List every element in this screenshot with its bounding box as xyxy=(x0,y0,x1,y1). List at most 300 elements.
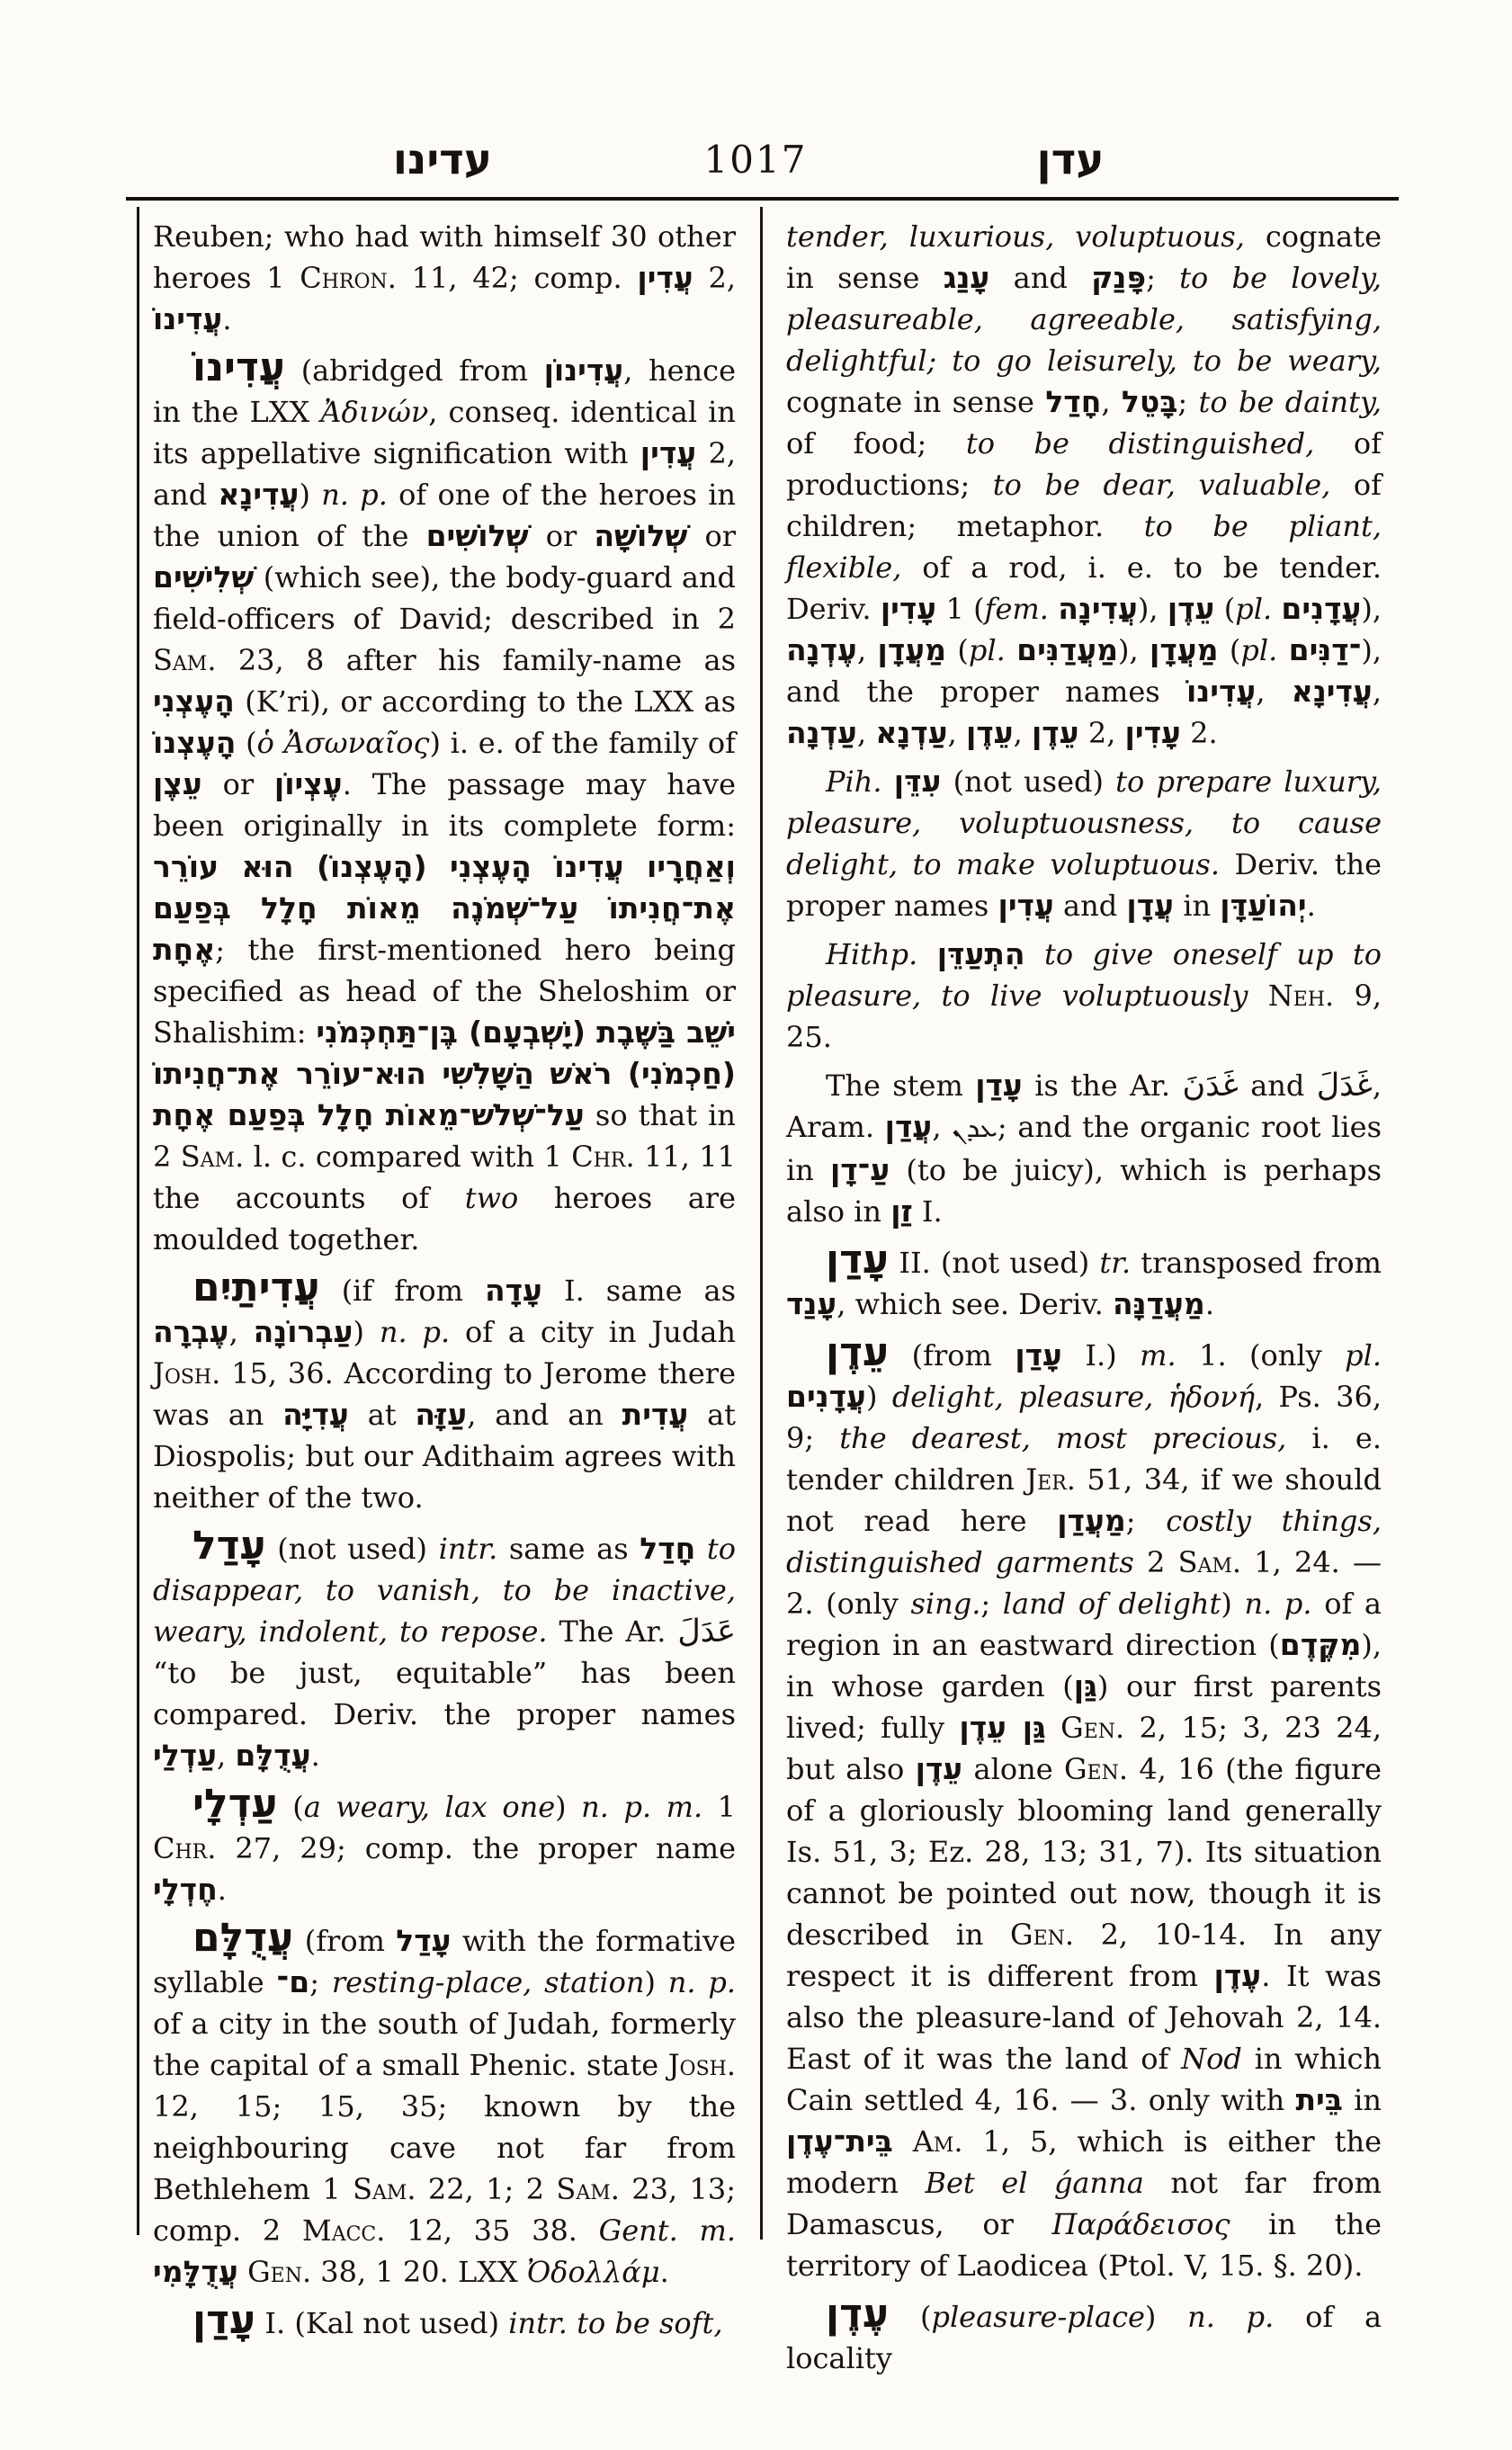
text-run: ), xyxy=(1361,592,1382,626)
text-run: of a region in an eastward direction ( xyxy=(786,1587,1382,1662)
header-rule xyxy=(126,197,1399,201)
italic-text: pl. xyxy=(1345,1338,1382,1373)
book-abbreviation: Josh. xyxy=(667,2048,736,2082)
hebrew-word: עֲדִינָא xyxy=(1291,674,1373,709)
hebrew-word: עָדַל xyxy=(396,1923,452,1958)
hebrew-word: חָדַל xyxy=(640,1531,696,1566)
hebrew-word: עֶצְיוֹן xyxy=(273,766,343,801)
hebrew-word: עֲדִין xyxy=(998,888,1054,923)
book-abbreviation: Chron. xyxy=(300,261,397,295)
hebrew-word: מַעֲדָן xyxy=(877,632,947,667)
text-run xyxy=(1025,937,1044,971)
hebrew-word: עֵדֶן xyxy=(1031,715,1079,750)
text-run: 15, 36. According to Jerome there was an xyxy=(153,1356,736,1432)
text-run: of a city in Judah xyxy=(450,1315,737,1349)
italic-text: costly things, distinguished garments xyxy=(786,1504,1382,1579)
text-run: 1, 5, which is either the modern xyxy=(786,2124,1382,2200)
hebrew-headword: עָדַן xyxy=(826,1237,890,1283)
text-run: , xyxy=(856,716,876,750)
text-run: ) xyxy=(299,478,322,512)
text-run: I. (Kal not used) xyxy=(255,2306,509,2340)
dictionary-entry xyxy=(786,216,1382,754)
text-run: in xyxy=(1342,2083,1382,2117)
text-run: ) xyxy=(555,1790,582,1824)
text-run: (not used) xyxy=(265,1532,439,1566)
text-run: ) i. e. of the family of xyxy=(429,726,737,760)
dictionary-entry xyxy=(153,2297,736,2344)
text-run: same as xyxy=(497,1532,640,1566)
dictionary-entry xyxy=(153,1781,737,1910)
hebrew-word: הָעֶצְנוֹ xyxy=(153,725,237,760)
italic-text: Gent. m. xyxy=(598,2213,737,2248)
text-run: , xyxy=(947,716,966,750)
dictionary-entry xyxy=(786,761,1382,926)
dictionary-entry xyxy=(153,216,736,340)
hebrew-word: עֶדְנָה xyxy=(786,632,857,667)
text-run: 1. (only xyxy=(1176,1338,1346,1373)
hebrew-word: עֲדִיָּה xyxy=(282,1397,349,1432)
text-run: 1 xyxy=(702,1790,737,1824)
text-run: The Ar. xyxy=(547,1614,678,1649)
text-run: with the formative syllable xyxy=(153,1924,737,1999)
text-run: 23, 8 after his family-name as xyxy=(216,643,736,677)
book-abbreviation: Neh. xyxy=(1267,979,1335,1013)
text-run: 51, 34, if we should not read here xyxy=(786,1462,1382,1538)
text-run: in the territory of Laodicea (Ptol. V, 15. §. 20). xyxy=(786,2207,1382,2283)
italic-text: Nod xyxy=(1181,2042,1242,2076)
text-run: 38, 1 20. LXX xyxy=(311,2255,527,2289)
italic-text: to prepare luxury, pleasure, voluptuousness, to cause delight, to make voluptuous. xyxy=(786,765,1382,881)
italic-text: n. p. m. xyxy=(581,1790,703,1824)
text-run: 11, 42; comp. xyxy=(396,261,638,295)
text-run: (from xyxy=(293,1924,397,1958)
text-run: or xyxy=(201,767,274,801)
text-run: ; xyxy=(980,1587,1003,1621)
text-run: . xyxy=(310,1739,320,1773)
hebrew-word: יְהוֹעַדָּן xyxy=(1220,888,1307,923)
arabic-word: غَدَلَ xyxy=(1316,1068,1373,1104)
text-run: ( xyxy=(889,2300,932,2334)
text-run xyxy=(1153,1380,1168,1414)
text-run: 2, 15; 3, 23 24, but also xyxy=(786,1711,1382,1786)
text-run: , xyxy=(932,1110,953,1144)
hebrew-word: חֶדְלָי xyxy=(153,1872,218,1907)
text-run: 1 ( xyxy=(936,592,985,626)
italic-text: n. p. xyxy=(667,1965,737,1999)
text-run: transposed from xyxy=(1131,1246,1382,1280)
text-run: , xyxy=(1013,716,1032,750)
text-run: in xyxy=(1174,889,1221,923)
hebrew-headword: עַדְלָי xyxy=(192,1781,278,1827)
text-run: 1, 24. — 2. (only xyxy=(786,1545,1382,1621)
dictionary-entry xyxy=(786,1239,1382,1325)
italic-text: two xyxy=(464,1181,519,1215)
text-run: ; and the organic root lies in xyxy=(786,1110,1382,1187)
text-run: (which see), the body-guard and field-officers of David; described in 2 xyxy=(153,560,736,636)
hebrew-headword: עֵדֶן xyxy=(826,1329,890,1375)
text-run: is the Ar. xyxy=(1022,1069,1183,1103)
hebrew-word: עֲדַן xyxy=(884,1109,933,1144)
greek-word: Παράδεισος xyxy=(1051,2207,1230,2241)
hebrew-word: עֲדִינָה xyxy=(1058,591,1138,626)
book-abbreviation: Sam. xyxy=(1177,1545,1242,1579)
italic-text: to be distinguished, xyxy=(965,426,1315,460)
hebrew-word: עָדִין xyxy=(1124,715,1181,750)
dictionary-entry xyxy=(153,1915,737,2293)
text-run: (K’ri), or according to the LXX as xyxy=(234,684,736,719)
hebrew-word: עֵצֶן xyxy=(153,766,202,801)
text-run: . It was also the pleasure-land of Jehovah 2, 14. East of it was the land of xyxy=(786,1959,1382,2076)
text-run: , and an xyxy=(467,1398,622,1432)
italic-text: to give oneself up to pleasure, to live voluptuously xyxy=(786,937,1382,1013)
hebrew-headword: עָדַל xyxy=(192,1523,266,1569)
text-run: and xyxy=(989,261,1092,295)
right-column xyxy=(786,216,1382,2386)
text-run xyxy=(1006,633,1016,667)
text-run: . xyxy=(1306,889,1316,923)
italic-text: Pih. xyxy=(826,765,882,799)
greek-word: ἡδονή xyxy=(1168,1380,1256,1414)
text-run: . The passage may have been originally in its complete form: xyxy=(153,767,736,843)
italic-text: pl. xyxy=(1235,592,1273,626)
book-abbreviation: Chr. xyxy=(571,1140,635,1174)
hebrew-word: עִדֵּן xyxy=(893,764,942,799)
hebrew-word: עֶבְרָה xyxy=(153,1314,229,1349)
italic-text: to be lovely, pleasureable, agreeable, satisfying, delightful; to go leisurely, to be weary, xyxy=(786,261,1382,378)
italic-text: a weary, lax one xyxy=(303,1790,556,1824)
text-run: or xyxy=(687,519,737,553)
hebrew-headword: עֲדִינוֹ xyxy=(192,344,286,390)
hebrew-word: וְאַחֲרָיו עֲדִינוֹ הָעֶצְנִי (הָעֶצְנוֹ) הוּא עוֹרֵר אֶת־חֲנִיתוֹ עַל־שְׁמֹנֶה מֵאוֹת חָלָל בְּפַעַם אֶחָת xyxy=(153,849,736,967)
text-run: so that in 2 xyxy=(153,1098,736,1174)
italic-text: the dearest, most precious, xyxy=(839,1421,1287,1455)
text-run: 22, 1; 2 xyxy=(416,2172,557,2206)
text-run: , which see. Deriv. xyxy=(837,1287,1113,1321)
hebrew-word: עָדִין xyxy=(880,591,937,626)
text-run: . xyxy=(1204,1287,1214,1321)
text-run: , hence in the LXX xyxy=(153,353,737,429)
text-run: , conseq. identical in its appellative signification with xyxy=(153,395,736,470)
text-run: of food; xyxy=(786,426,966,460)
hebrew-word: עַדְלַי xyxy=(153,1738,218,1773)
text-run: at xyxy=(348,1398,416,1432)
text-run: of one of the heroes in the union of the xyxy=(153,478,737,553)
text-run: 27, 29; comp. the proper name xyxy=(216,1831,736,1865)
text-run: 2, and xyxy=(153,436,737,512)
text-run: ) xyxy=(1144,2300,1188,2334)
page-number: 1017 xyxy=(703,138,808,182)
text-run: . xyxy=(217,1873,227,1907)
text-run: ( xyxy=(1214,592,1236,626)
greek-word: Ὀδολλάμ xyxy=(526,2255,660,2289)
book-abbreviation: Am. xyxy=(912,2124,963,2159)
text-run: “to be just, equitable” has been compared. Deriv. the proper names xyxy=(153,1656,736,1731)
text-run: 4, 16 (the figure of a gloriously blooming land generally Is. 51, 3; Ez. 28, 13; 31, 7). Its situation cannot be pointed out now, though it is described in xyxy=(786,1752,1382,1952)
hebrew-word: עַבְרוֹנָה xyxy=(253,1314,353,1349)
hebrew-word: מַעֲדַנִּים xyxy=(1016,632,1118,667)
text-run: , xyxy=(1256,675,1292,709)
left-column xyxy=(153,216,736,2351)
text-run: I.) xyxy=(1061,1338,1141,1373)
italic-text: tr. xyxy=(1099,1246,1132,1280)
hebrew-word: עֶדֶן xyxy=(1213,1958,1262,1993)
hebrew-headword: עֶדֶן xyxy=(826,2291,890,2337)
hebrew-word: חָדַל xyxy=(1045,384,1102,419)
text-run: l. c. compared with 1 xyxy=(244,1140,572,1174)
text-run: i. e. tender children xyxy=(786,1421,1382,1497)
book-abbreviation: Josh. xyxy=(153,1356,221,1390)
italic-text: sing. xyxy=(910,1587,981,1621)
italic-text: resting-place, station xyxy=(331,1965,645,1999)
book-abbreviation: Sam. xyxy=(556,2172,620,2206)
hebrew-word: בֵּית xyxy=(1295,2082,1343,2117)
hebrew-word: שְׁלוֹשָׁה xyxy=(594,518,688,553)
greek-word: Ἀδινών xyxy=(320,395,429,429)
text-run: ; xyxy=(1177,385,1199,419)
text-run: or xyxy=(528,519,595,553)
text-run: . xyxy=(222,302,232,336)
italic-text: pl. xyxy=(968,633,1006,667)
hebrew-word: עֵדֶן xyxy=(915,1751,963,1786)
text-run: of a rod, i. e. to be tender. Deriv. xyxy=(786,550,1382,626)
hebrew-word: עֲדָנִים xyxy=(1281,591,1362,626)
hebrew-word: עֲדֻלָּמִי xyxy=(153,2254,238,2289)
hebrew-word: שְׁלוֹשִׁים xyxy=(425,518,529,553)
arabic-word: غَدَنَ xyxy=(1182,1068,1239,1104)
text-run: ( xyxy=(236,726,257,760)
hebrew-word: עָנַג xyxy=(943,260,990,295)
text-run: I. same as xyxy=(541,1274,737,1308)
text-run: , xyxy=(856,633,878,667)
text-run: 11, 11 the accounts of xyxy=(153,1140,737,1215)
text-run: of a locality xyxy=(786,2300,1382,2375)
hebrew-word: עַדְנָה xyxy=(786,715,857,750)
book-abbreviation: Gen. xyxy=(1063,1752,1129,1786)
text-run: 2, xyxy=(693,261,737,295)
italic-text: intr. xyxy=(438,1532,498,1566)
text-run: , xyxy=(1372,675,1382,709)
text-run: Reuben; who had with himself 30 other heroes 1 xyxy=(153,219,736,295)
book-abbreviation: Macc. xyxy=(301,2213,386,2248)
italic-text: pl. xyxy=(1240,633,1278,667)
text-run: ), in whose garden ( xyxy=(786,1628,1382,1703)
text-run: not far from Damascus, or xyxy=(786,2166,1382,2241)
hebrew-word: עֲדָנִים xyxy=(786,1379,866,1414)
book-abbreviation: Gen. xyxy=(1060,1711,1125,1745)
hebrew-word: מַעֲדַן xyxy=(1057,1503,1126,1538)
hebrew-word: הָעֶצְנִי xyxy=(153,684,235,719)
hebrew-word: שְׁלִישִׁים xyxy=(153,559,255,595)
text-run: 2 xyxy=(1133,1545,1178,1579)
hebrew-word: עֲדֻלָּם xyxy=(235,1738,311,1773)
italic-text: n. p. xyxy=(321,478,388,512)
hebrew-word: פָּנַק xyxy=(1091,260,1147,295)
book-abbreviation: Jer. xyxy=(1025,1462,1076,1497)
hebrew-word: מִקֶּדֶם xyxy=(1279,1627,1362,1662)
arabic-word: عَدَلَ xyxy=(677,1614,737,1650)
text-run: heroes are moulded together. xyxy=(153,1181,736,1256)
text-run: ( xyxy=(277,1790,304,1824)
text-run xyxy=(238,2255,247,2289)
text-run xyxy=(695,1532,707,1566)
hebrew-word: עָנַד xyxy=(786,1286,837,1321)
text-run: ) xyxy=(865,1380,892,1414)
dictionary-entry xyxy=(153,1525,736,1776)
book-abbreviation: Sam. xyxy=(180,1140,245,1174)
hebrew-word: עֲדִין xyxy=(640,435,697,470)
syriac-word: ܥܕܢ xyxy=(952,1113,998,1144)
text-run: 2. xyxy=(1180,716,1218,750)
hebrew-headword: עָדַן xyxy=(192,2297,256,2343)
text-run: ), and the proper names xyxy=(786,633,1382,709)
text-run xyxy=(1277,633,1288,667)
text-run: (abridged from xyxy=(285,353,544,388)
hebrew-word: עֲדִינוֹ xyxy=(1185,674,1257,709)
text-run: (from xyxy=(889,1338,1015,1373)
text-run: at Diospolis; but our Adithaim agrees with neither of the two. xyxy=(153,1398,736,1515)
text-run xyxy=(917,937,936,971)
text-run: ), xyxy=(1137,592,1168,626)
text-run: ( xyxy=(1218,633,1241,667)
hebrew-word: עָדַן xyxy=(1015,1337,1062,1373)
text-run: alone xyxy=(962,1752,1064,1786)
hebrew-word: עֲדִינָא xyxy=(218,477,300,512)
hebrew-word: מַעֲדָן xyxy=(1150,632,1219,667)
text-run: in which Cain settled 4, 16. — 3. only with xyxy=(786,2042,1382,2117)
italic-text: to be pliant, flexible, xyxy=(786,509,1382,585)
greek-word: ὁ Ἀσωναῖος xyxy=(256,726,430,760)
hebrew-word: עֵדֶן xyxy=(1167,591,1215,626)
text-run xyxy=(1272,592,1281,626)
text-run xyxy=(882,765,894,799)
text-run xyxy=(893,2124,913,2159)
text-run: 2, 10-14. In any respect it is different from xyxy=(786,1918,1382,1993)
text-run: 9, 25. xyxy=(786,979,1382,1054)
text-run: (to be juicy), which is perhaps also in xyxy=(786,1153,1382,1229)
italic-text: pleasure-place xyxy=(931,2300,1145,2334)
hebrew-word: עַזָּה xyxy=(415,1397,468,1432)
text-run: , xyxy=(1101,385,1122,419)
text-run: ; xyxy=(309,1965,332,1999)
dictionary-entry xyxy=(786,1065,1382,1232)
italic-text: intr. to be soft, xyxy=(508,2306,723,2340)
dictionary-entry xyxy=(153,1267,736,1518)
text-run: II. (not used) xyxy=(889,1246,1100,1280)
text-run: ) xyxy=(1221,1587,1245,1621)
text-run: ; the first-mentioned hero being specified as head of the Sheloshim or Shalishim: xyxy=(153,933,736,1050)
book-abbreviation: Sam. xyxy=(353,2172,416,2206)
text-run: ) xyxy=(644,1965,668,1999)
book-abbreviation: Sam. xyxy=(153,643,217,677)
header-keyword-right: עדן xyxy=(1036,135,1105,184)
text-run: (if from xyxy=(319,1274,485,1308)
text-run: ) our first parents lived; fully xyxy=(786,1669,1382,1745)
hebrew-word: ־דַנִּים xyxy=(1288,632,1362,667)
text-run: 12, 35 38. xyxy=(385,2213,599,2248)
text-run: of children; metaphor. xyxy=(786,468,1382,543)
text-run: . xyxy=(659,2255,669,2289)
hebrew-word: עַדְנָא xyxy=(875,715,948,750)
text-run: 12, 15; 15, 35; known by the neighbouring cave not far from Bethlehem 1 xyxy=(153,2089,736,2206)
book-abbreviation: Gen. xyxy=(247,2255,312,2289)
hebrew-word: עַ־דָן xyxy=(829,1152,890,1187)
dictionary-entry xyxy=(153,344,737,1260)
text-run: ; xyxy=(1146,261,1180,295)
italic-text: to be dainty, xyxy=(1198,385,1382,419)
text-run: and xyxy=(1053,889,1127,923)
hebrew-word: גַּן עֵדֶן xyxy=(959,1710,1046,1745)
text-run: ) xyxy=(353,1315,380,1349)
text-run: I. xyxy=(912,1194,943,1229)
text-run: 23, 13; comp. 2 xyxy=(153,2172,737,2248)
text-run: 2, xyxy=(1078,716,1125,750)
hebrew-word: בֵּית־עֶדֶן xyxy=(786,2124,893,2159)
italic-text: delight, pleasure, xyxy=(891,1380,1154,1414)
italic-text: land of delight xyxy=(1002,1587,1221,1621)
text-run: ; xyxy=(1125,1504,1167,1538)
text-run: (not used) xyxy=(941,765,1116,799)
hebrew-word: עָדַן xyxy=(975,1068,1023,1103)
text-run: , xyxy=(217,1739,236,1773)
text-run: Deriv. the proper names xyxy=(786,847,1382,923)
hebrew-word: עֲדִית xyxy=(622,1397,689,1432)
hebrew-word: גַּן xyxy=(1073,1668,1097,1703)
dictionary-entry xyxy=(786,2291,1382,2379)
italic-text: Hithp. xyxy=(826,937,918,971)
book-abbreviation: Gen. xyxy=(1010,1918,1075,1952)
book-abbreviation: Chr. xyxy=(153,1831,217,1865)
hebrew-word: בָּטֵל xyxy=(1121,384,1178,419)
text-run: ( xyxy=(946,633,969,667)
hebrew-word: עָדָה xyxy=(484,1273,542,1308)
italic-text: to disappear, to vanish, to be inactive, weary, indolent, to repose. xyxy=(153,1532,737,1649)
italic-text: n. p. xyxy=(379,1315,451,1349)
hebrew-headword: עֲדִיתַיִם xyxy=(192,1265,320,1310)
italic-text: fem. xyxy=(984,592,1049,626)
dictionary-entry xyxy=(786,1329,1382,2286)
hebrew-word: עֲדִין xyxy=(637,260,693,295)
text-run: , xyxy=(228,1315,254,1349)
hebrew-word: מַעֲדַנָּה xyxy=(1112,1286,1205,1321)
text-run: cognate in sense xyxy=(786,219,1382,295)
dictionary-entry xyxy=(786,934,1382,1058)
italic-text: Bet el ǵanna xyxy=(925,2166,1144,2200)
text-run: , Ps. 36, 9; xyxy=(786,1380,1382,1455)
text-run xyxy=(1046,1711,1060,1745)
hebrew-word: עֲדִינוֹן xyxy=(543,353,624,388)
italic-text: tender, luxurious, voluptuous, xyxy=(786,219,1245,254)
text-run xyxy=(1049,592,1058,626)
hebrew-word: עֲדָן xyxy=(1126,888,1175,923)
text-run: and xyxy=(1238,1069,1317,1103)
italic-text: n. p. xyxy=(1244,1587,1312,1621)
italic-text: n. p. xyxy=(1187,2300,1275,2334)
text-run: of a city in the south of Judah, formerly the capital of a small Phenic. state xyxy=(153,2007,736,2082)
hebrew-headword: עֲדֻלָּם xyxy=(192,1915,294,1961)
text-run: ), xyxy=(1118,633,1150,667)
hebrew-word: ם־ xyxy=(276,1964,310,1999)
hebrew-word: הִתְעַדֵּן xyxy=(936,936,1025,971)
hebrew-word: עֲדִינוֹ xyxy=(153,301,223,336)
hebrew-word: זַן xyxy=(890,1194,913,1229)
hebrew-word: יֹשֵׁב בַּשֶּׁבֶת (יָשְׁבְעָם) בֶּן־תַּחְכְּמֹנִי (חַכְמֹנִי) רֹאשׁ הַשָּׁלִשִׁי הוּא־עוֹרֵר אֶת־חֲנִיתוֹ עַל־שְׁלֹשׁ־מֵאוֹת חָלָל בְּפַעַם אֶחָת xyxy=(153,1015,736,1132)
text-run: , Aram. xyxy=(786,1069,1382,1144)
text-run xyxy=(1248,979,1267,1013)
text-run: of productions; xyxy=(786,426,1382,502)
italic-text: m. xyxy=(1140,1338,1176,1373)
text-run: The stem xyxy=(826,1069,976,1103)
page-left-border xyxy=(137,207,139,2235)
